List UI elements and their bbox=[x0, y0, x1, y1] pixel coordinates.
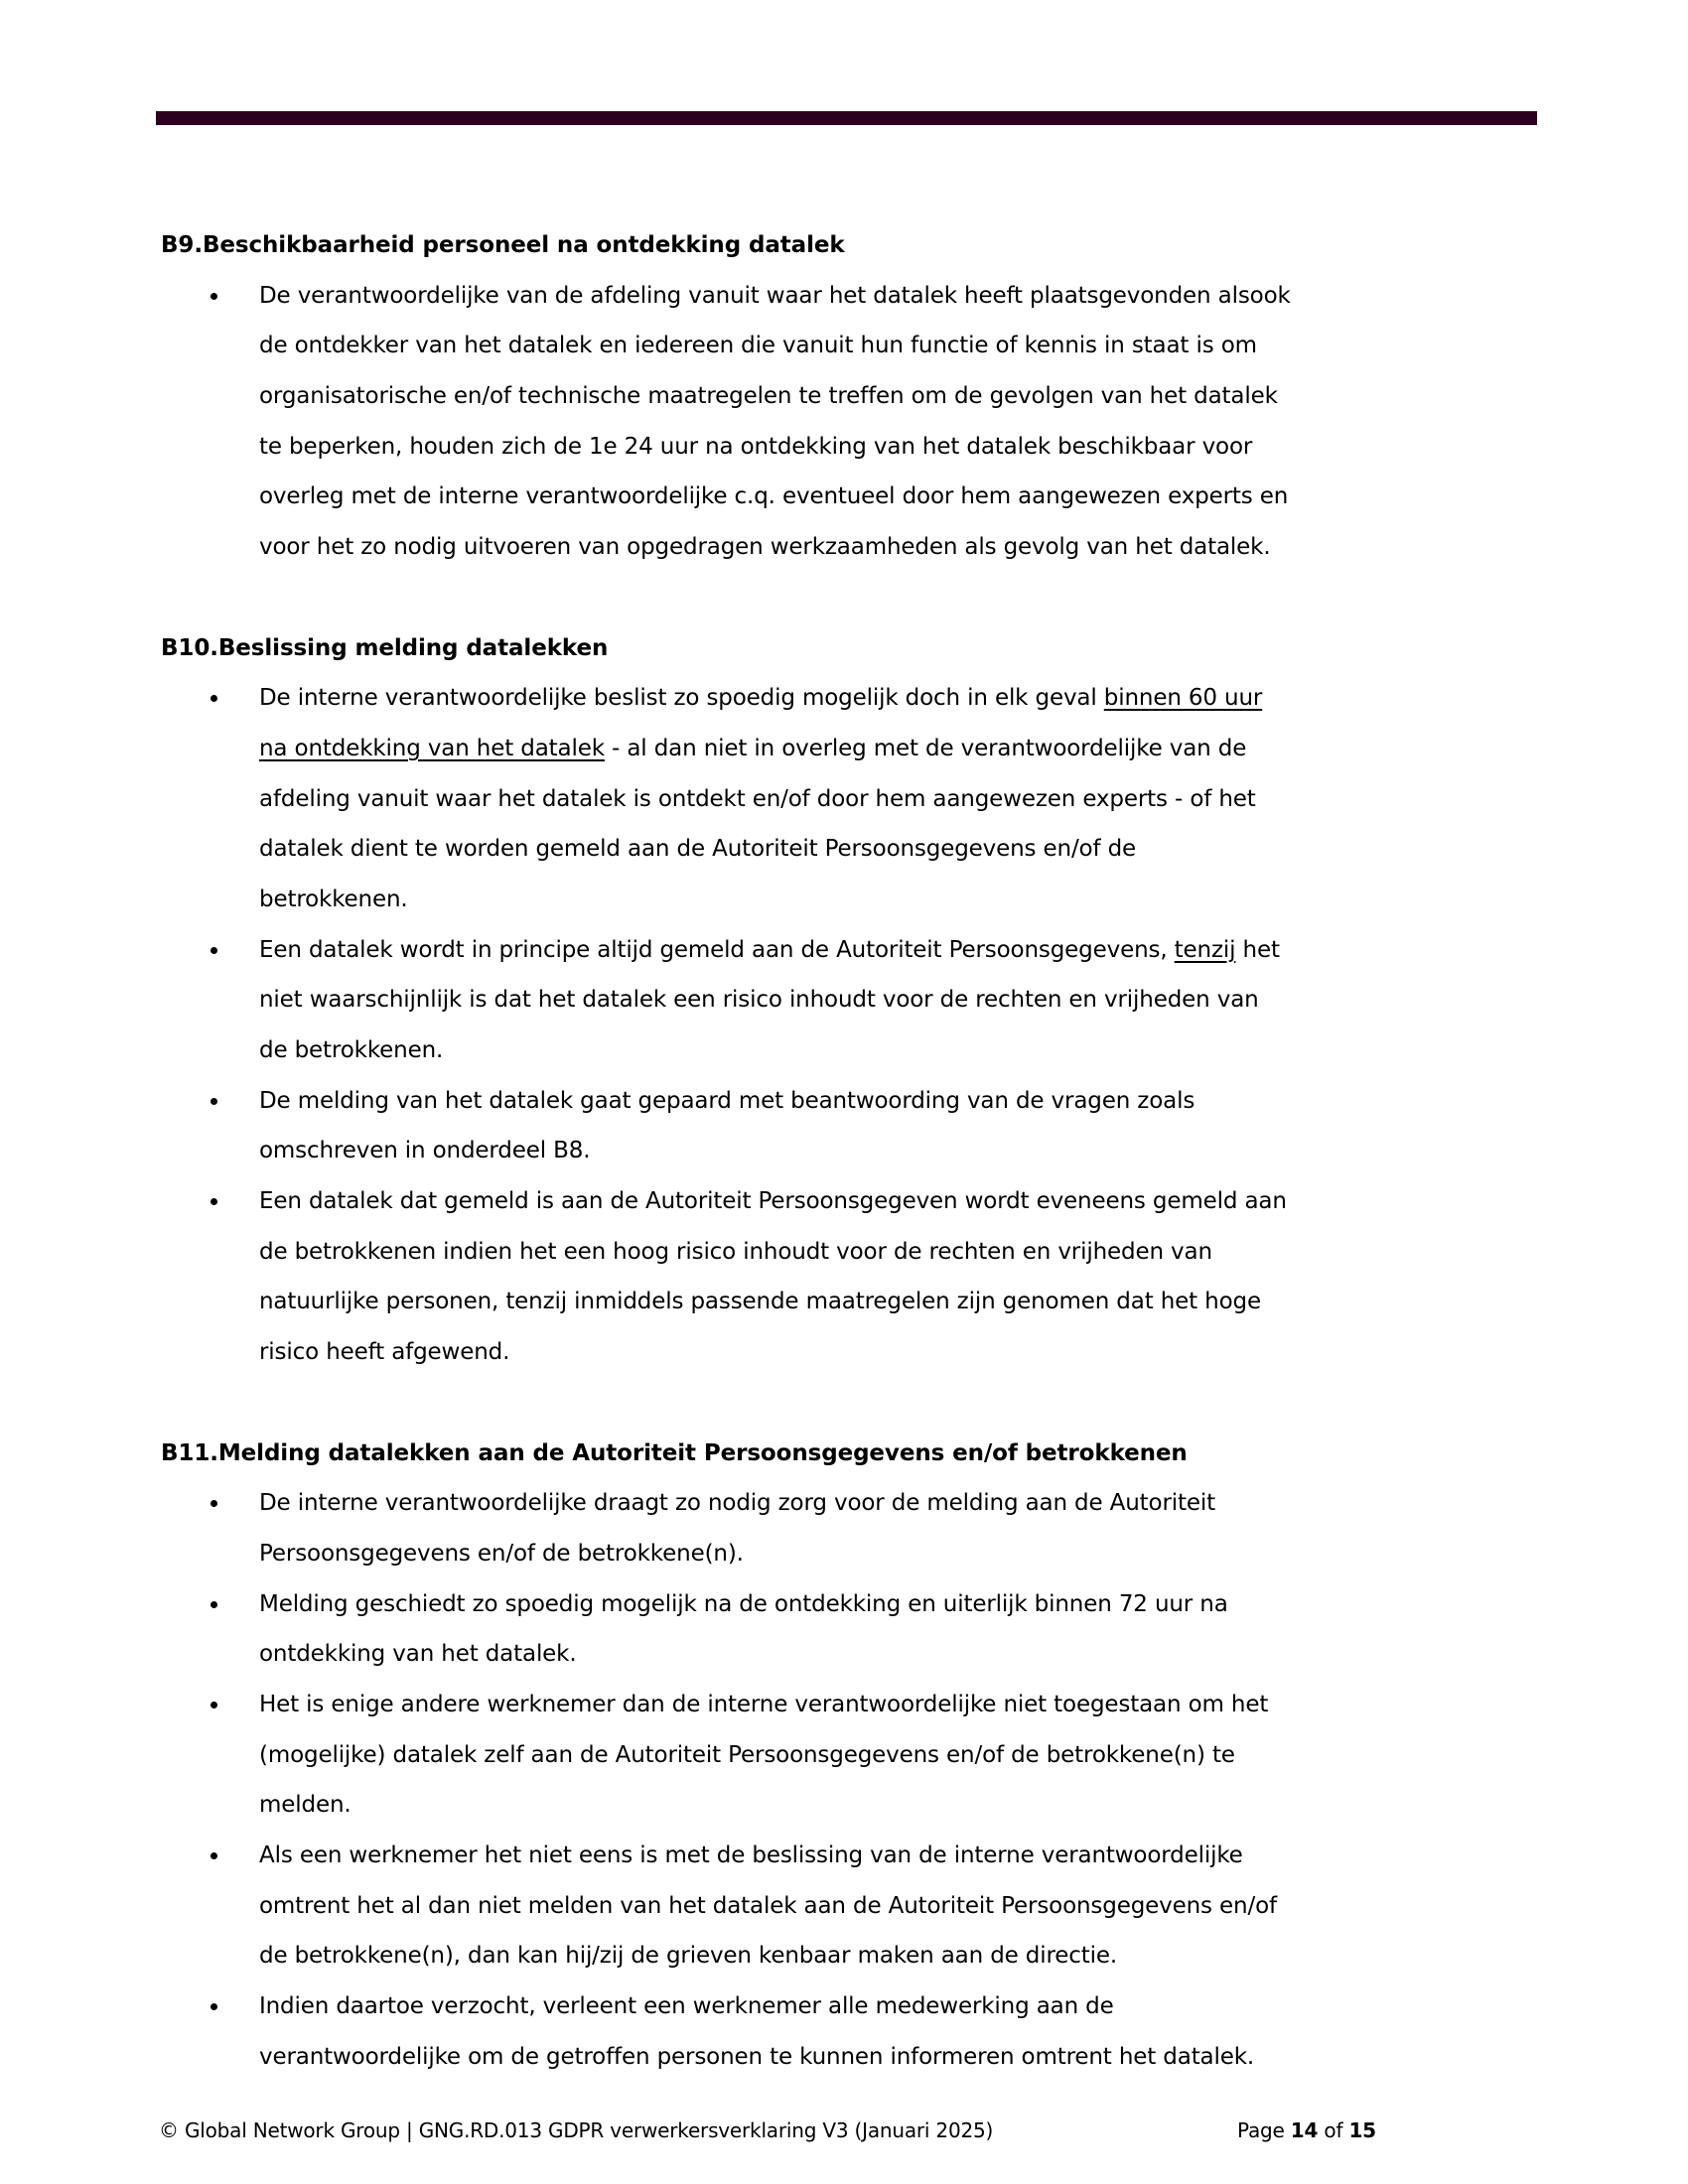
bullet-icon bbox=[211, 1198, 217, 1205]
page-of: of bbox=[1324, 2118, 1343, 2142]
text-line bbox=[259, 1680, 1551, 1730]
text-segment: Als een werknemer het niet eens is met de beslissing van de interne verantwoordelijke bbox=[259, 1843, 1243, 1868]
text-segment: De verantwoordelijke van de afdeling vanuit waar het datalek heeft plaatsgevonden alsook bbox=[259, 282, 1291, 309]
text-line bbox=[259, 1126, 1551, 1176]
bullet-list bbox=[161, 1478, 1551, 2082]
text-line bbox=[259, 1931, 1551, 1981]
bullet-icon bbox=[211, 695, 217, 702]
section-heading: B10.Beslissing melding datalekken bbox=[161, 634, 609, 661]
bullet-icon bbox=[211, 1601, 217, 1608]
text-segment: natuurlijke personen, tenzij inmiddels passende maatregelen zijn genomen dat het hoge bbox=[259, 1289, 1261, 1315]
text-line bbox=[259, 724, 1551, 774]
text-line bbox=[259, 1981, 1551, 2032]
text-segment: (mogelijke) datalek zelf aan de Autoriteit Persoonsgegevens en/of de betrokkene(n) te bbox=[259, 1741, 1235, 1768]
text-line bbox=[259, 1478, 1551, 1529]
text-segment: niet waarschijnlijk is dat het datalek een risico inhoudt voor de rechten en vrijheden van bbox=[259, 987, 1259, 1014]
list-item bbox=[161, 1579, 1551, 1680]
text-segment: omschreven in onderdeel B8. bbox=[259, 1138, 591, 1164]
text-segment: de ontdekker van het datalek en iedereen die vanuit hun functie of kennis in staat is om bbox=[259, 333, 1257, 359]
text-line bbox=[259, 1780, 1551, 1831]
section bbox=[161, 623, 1551, 1378]
text-line bbox=[259, 875, 1551, 925]
text-segment: de betrokkenen indien het een hoog risico inhoudt voor de rechten en vrijheden van bbox=[259, 1238, 1212, 1265]
text-line bbox=[259, 925, 1551, 976]
text-segment: risico heeft afgewend. bbox=[259, 1339, 510, 1366]
text-segment: melden. bbox=[259, 1792, 352, 1819]
text-segment: organisatorische en/of technische maatregelen te treffen om de gevolgen van het datalek bbox=[259, 383, 1278, 410]
text-line bbox=[259, 1730, 1551, 1781]
bullet-list bbox=[161, 673, 1551, 1378]
text-segment: Een datalek wordt in principe altijd gemeld aan de Autoriteit Persoonsgegevens, bbox=[259, 936, 1175, 963]
page-total: 15 bbox=[1348, 2118, 1376, 2142]
list-item bbox=[161, 1831, 1551, 1981]
text-segment: te beperken, houden zich de 1e 24 uur na ontdekking van het datalek beschikbaar voor bbox=[259, 433, 1253, 460]
section bbox=[161, 1429, 1551, 2083]
text-segment: voor het zo nodig uitvoeren van opgedragen werkzaamheden als gevolg van het datalek. bbox=[259, 534, 1271, 561]
header-rule bbox=[156, 111, 1537, 125]
text-line bbox=[259, 1831, 1551, 1881]
list-item bbox=[161, 673, 1551, 924]
underlined-text: binnen 60 uur bbox=[1103, 685, 1263, 712]
text-segment: De interne verantwoordelijke draagt zo nodig zorg voor de melding aan de Autoriteit bbox=[259, 1490, 1215, 1517]
text-line bbox=[259, 1176, 1551, 1227]
text-segment: De interne verantwoordelijke beslist zo spoedig mogelijk doch in elk geval bbox=[259, 685, 1104, 712]
text-segment: ontdekking van het datalek. bbox=[259, 1641, 577, 1668]
text-line bbox=[259, 2032, 1551, 2083]
list-item bbox=[161, 1076, 1551, 1176]
text-line bbox=[259, 472, 1551, 522]
section-heading: B9.Beschikbaarheid personeel na ontdekking datalek bbox=[161, 232, 845, 258]
page-current: 14 bbox=[1290, 2118, 1319, 2142]
text-line bbox=[259, 1881, 1551, 1932]
text-line bbox=[259, 975, 1551, 1025]
text-segment: Indien daartoe verzocht, verleent een werknemer alle medewerking aan de bbox=[259, 1993, 1114, 2020]
text-segment: - al dan niet in overleg met de verantwoordelijke van de bbox=[604, 735, 1247, 761]
text-segment: datalek dient te worden gemeld aan de Autoriteit Persoonsgegevens en/of de bbox=[259, 836, 1137, 863]
underlined-text: na ontdekking van het datalek bbox=[259, 735, 605, 761]
text-segment: omtrent het al dan niet melden van het datalek aan de Autoriteit Persoonsgegevens en/of bbox=[259, 1892, 1277, 1919]
text-segment: Melding geschiedt zo spoedig mogelijk na de ontdekking en uiterlijk binnen 72 uur na bbox=[259, 1590, 1228, 1617]
text-line bbox=[259, 371, 1551, 422]
text-segment: Een datalek dat gemeld is aan de Autoriteit Persoonsgegeven wordt eveneens gemeld aan bbox=[259, 1188, 1287, 1215]
text-segment: overleg met de interne verantwoordelijke c.q. eventueel door hem aangewezen experts en bbox=[259, 483, 1289, 510]
text-line bbox=[259, 321, 1551, 371]
list-item bbox=[161, 1176, 1551, 1378]
bullet-icon bbox=[211, 2003, 217, 2010]
list-item bbox=[161, 1981, 1551, 2082]
text-line bbox=[259, 422, 1551, 473]
text-line bbox=[259, 774, 1551, 825]
footer-copyright: © Global Network Group | GNG.RD.013 GDPR verwerkersverklaring V3 (Januari 2025) bbox=[159, 2118, 994, 2142]
text-segment: de betrokkene(n), dan kan hij/zij de grieven kenbaar maken aan de directie. bbox=[259, 1943, 1118, 1970]
text-segment: De melding van het datalek gaat gepaard met beantwoording van de vragen zoals bbox=[259, 1087, 1196, 1114]
text-line bbox=[259, 1025, 1551, 1076]
list-item bbox=[161, 271, 1551, 573]
text-line bbox=[259, 1629, 1551, 1680]
document-body bbox=[161, 220, 1551, 2082]
list-item bbox=[161, 925, 1551, 1076]
text-segment: het bbox=[1235, 936, 1280, 963]
text-segment: Persoonsgegevens en/of de betrokkene(n). bbox=[259, 1540, 744, 1567]
page-number bbox=[1237, 2116, 1376, 2144]
text-segment: de betrokkenen. bbox=[259, 1037, 444, 1063]
list-item bbox=[161, 1478, 1551, 1578]
text-segment: Het is enige andere werknemer dan de interne verantwoordelijke niet toegestaan om het bbox=[259, 1691, 1269, 1717]
text-line bbox=[259, 824, 1551, 875]
bullet-icon bbox=[211, 1702, 217, 1708]
list-item bbox=[161, 1680, 1551, 1831]
bullet-icon bbox=[211, 293, 217, 300]
text-line bbox=[259, 1327, 1551, 1378]
text-line bbox=[259, 271, 1551, 322]
bullet-icon bbox=[211, 1098, 217, 1105]
bullet-icon bbox=[211, 1852, 217, 1859]
text-line bbox=[259, 1076, 1551, 1127]
bullet-list bbox=[161, 271, 1551, 573]
section bbox=[161, 220, 1551, 573]
text-line bbox=[259, 1529, 1551, 1579]
text-line bbox=[259, 1227, 1551, 1278]
text-line bbox=[259, 1277, 1551, 1327]
text-segment: verantwoordelijke om de getroffen personen te kunnen informeren omtrent het datalek. bbox=[259, 2043, 1255, 2070]
text-segment: afdeling vanuit waar het datalek is ontdekt en/of door hem aangewezen experts - of het bbox=[259, 785, 1256, 812]
text-line bbox=[259, 1579, 1551, 1630]
page-label: Page bbox=[1237, 2118, 1285, 2142]
underlined-text: tenzij bbox=[1174, 936, 1236, 963]
bullet-icon bbox=[211, 947, 217, 954]
text-segment: betrokkenen. bbox=[259, 886, 408, 912]
section-heading: B11.Melding datalekken aan de Autoriteit Persoonsgegevens en/of betrokkenen bbox=[161, 1439, 1188, 1466]
bullet-icon bbox=[211, 1500, 217, 1507]
text-line bbox=[259, 522, 1551, 573]
text-line bbox=[259, 673, 1551, 724]
